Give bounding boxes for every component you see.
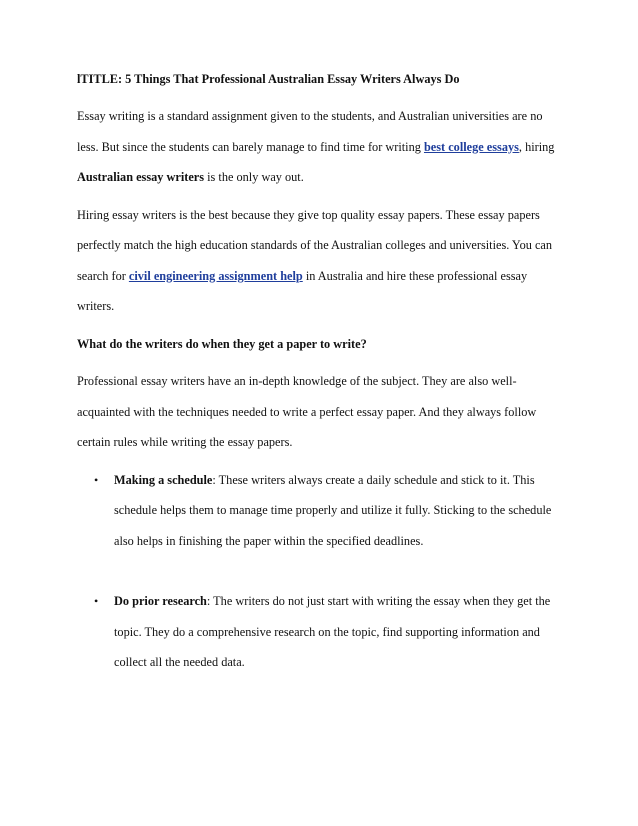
bullet-list — [77, 465, 563, 678]
civil-engineering-link[interactable]: civil engineering assignment help — [128, 268, 303, 283]
intro-paragraph — [77, 101, 563, 193]
intro-text-end: is the only way out. — [204, 170, 304, 184]
intro-text-middle: , hiring — [518, 139, 555, 154]
hiring-paragraph — [77, 200, 563, 322]
document-body — [77, 64, 563, 708]
bullet-icon: • — [94, 594, 99, 608]
knowledge-paragraph: Professional essay writers have an in-depth knowledge of the subject. They are also well-acquainted with the techniques needed to write a perfect essay paper. And they always follow certain rules while writing the essay papers. — [77, 374, 537, 449]
bullet-term: Do prior research — [114, 594, 207, 608]
document-title: lTITLE: 5 Things That Professional Australian Essay Writers Always Do — [77, 72, 460, 86]
section-heading: What do the writers do when they get a paper to write? — [77, 336, 367, 351]
bullet-term: Making a schedule — [114, 472, 213, 487]
hiring-text-start: Hiring essay writers is the best because they give top quality essay papers. These essay papers perfectly match the high education standards of the Australian colleges and universities. You can search for — [77, 207, 553, 283]
best-college-essays-link[interactable]: best college essays — [423, 139, 519, 154]
intro-text-start: Essay writing is a standard assignment given to the students, and Australian universities are no less. But since the students can barely manage to find time for writing — [77, 109, 543, 154]
australian-essay-writers-text: Australian essay writers — [77, 170, 205, 184]
hiring-text-end: in Australia and hire these professional essay writers. — [77, 268, 528, 313]
bullet-icon: • — [94, 472, 99, 487]
list-item — [77, 586, 563, 678]
list-item — [77, 465, 563, 557]
bullet-text: : The writers do not just start with writing the essay when they get the topic. They do a comprehensive research on the topic, find supporting information and collect all the needed data. — [114, 594, 551, 669]
bullet-text: : These writers always create a daily schedule and stick to it. This schedule helps them to manage time properly and utilize it fully. Sticking to the schedule also helps in finishing the paper within the specified deadlines. — [114, 472, 552, 548]
